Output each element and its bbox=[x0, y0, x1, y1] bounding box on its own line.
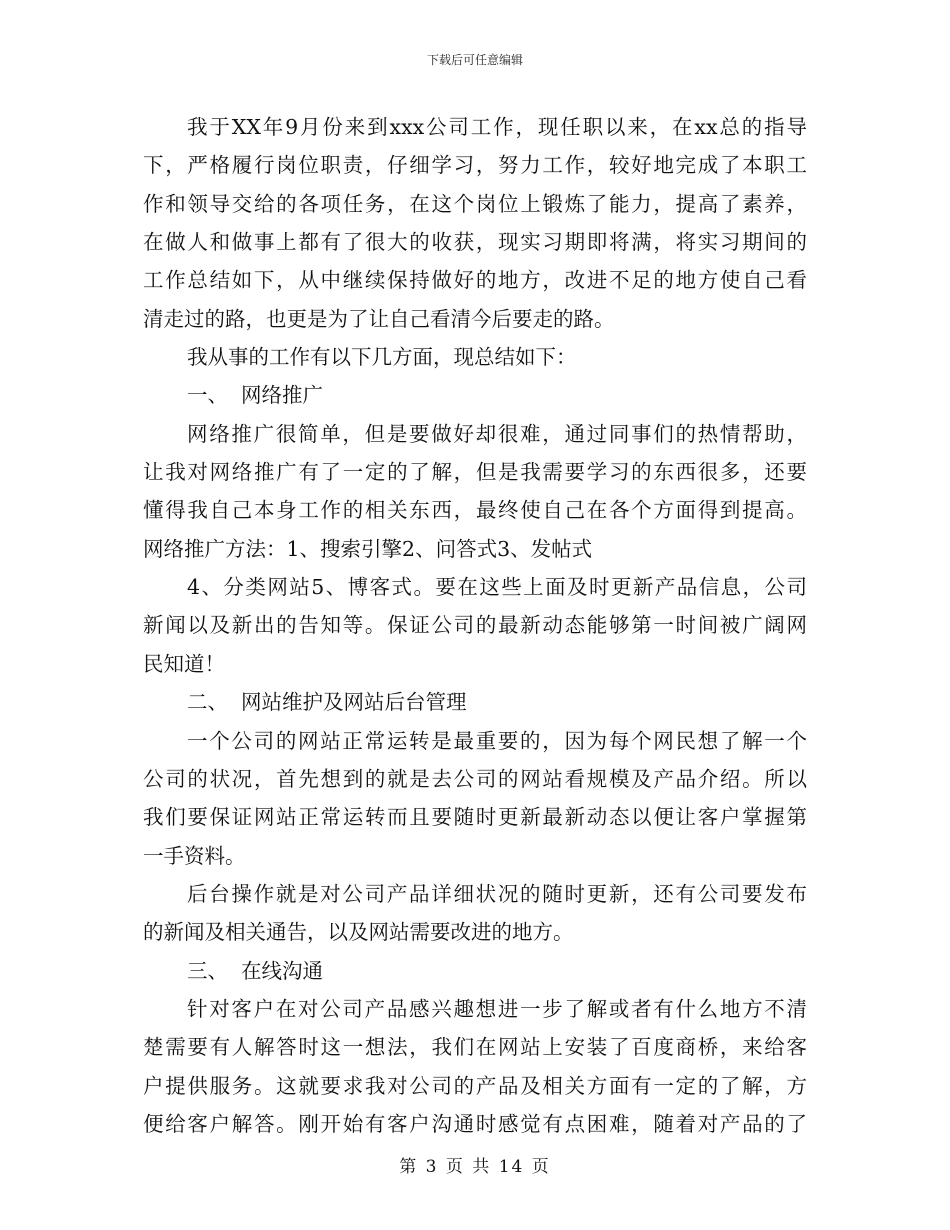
section-heading: 三、 在线沟通 bbox=[187, 958, 324, 983]
body-line: 网络推广很简单，但是要做好却很难，通过同事们的热情帮助， bbox=[187, 421, 807, 446]
body-line: 在做人和做事上都有了很大的收获，现实习期即将满，将实习期间的 bbox=[143, 230, 807, 255]
body-line: 懂得我自己本身工作的相关东西，最终使自己在各个方面得到提高。 bbox=[143, 498, 807, 523]
body-line: 工作总结如下，从中继续保持做好的地方，改进不足的地方使自己看 bbox=[143, 268, 807, 293]
document-body bbox=[143, 108, 807, 1143]
body-line: 下，严格履行岗位职责，仔细学习，努力工作，较好地完成了本职工 bbox=[143, 153, 807, 178]
section-heading: 二、 网站维护及网站后台管理 bbox=[187, 690, 467, 715]
body-line: 户提供服务。这就要求我对公司的产品及相关方面有一定的了解，方 bbox=[143, 1073, 807, 1098]
body-line: 网络推广方法：1、搜索引擎2、问答式3、发帖式 bbox=[143, 536, 593, 561]
page-header: 下载后可任意编辑 bbox=[426, 53, 523, 67]
section-heading: 一、 网络推广 bbox=[187, 383, 324, 408]
body-line: 后台操作就是对公司产品详细状况的随时更新，还有公司要发布 bbox=[187, 881, 807, 906]
body-line: 让我对网络推广有了一定的了解，但是我需要学习的东西很多，还要 bbox=[143, 460, 807, 485]
body-line: 作和领导交给的各项任务，在这个岗位上锻炼了能力，提高了素养， bbox=[143, 191, 807, 216]
body-line: 楚需要有人解答时这一想法，我们在网站上安装了百度商桥，来给客 bbox=[143, 1035, 807, 1060]
body-line: 针对客户在对公司产品感兴趣想进一步了解或者有什么地方不清 bbox=[187, 996, 807, 1021]
page-number-footer: 第 3 页 共 14 页 bbox=[399, 1157, 551, 1177]
body-line: 清走过的路，也更是为了让自己看清今后要走的路。 bbox=[143, 306, 615, 331]
body-line: 我从事的工作有以下几方面，现总结如下： bbox=[187, 345, 577, 370]
body-line: 一个公司的网站正常运转是最重要的，因为每个网民想了解一个 bbox=[187, 728, 807, 753]
body-line: 一手资料。 bbox=[143, 843, 246, 868]
body-line: 我于XX年9月份来到xxx公司工作，现任职以来，在xx总的指导 bbox=[187, 115, 807, 139]
body-line: 便给客户解答。刚开始有客户沟通时感觉有点困难，随着对产品的了 bbox=[143, 1111, 807, 1136]
body-line: 新闻以及新出的告知等。保证公司的最新动态能够第一时间被广阔网 bbox=[143, 613, 807, 638]
body-line: 4、分类网站5、博客式。要在这些上面及时更新产品信息，公司 bbox=[187, 575, 807, 600]
body-line: 的新闻及相关通告，以及网站需要改进的地方。 bbox=[143, 920, 574, 945]
body-line: 民知道！ bbox=[143, 651, 225, 676]
body-line: 公司的状况，首先想到的就是去公司的网站看规模及产品介绍。所以 bbox=[143, 766, 807, 791]
body-line: 我们要保证网站正常运转而且要随时更新最新动态以便让客户掌握第 bbox=[143, 805, 807, 830]
